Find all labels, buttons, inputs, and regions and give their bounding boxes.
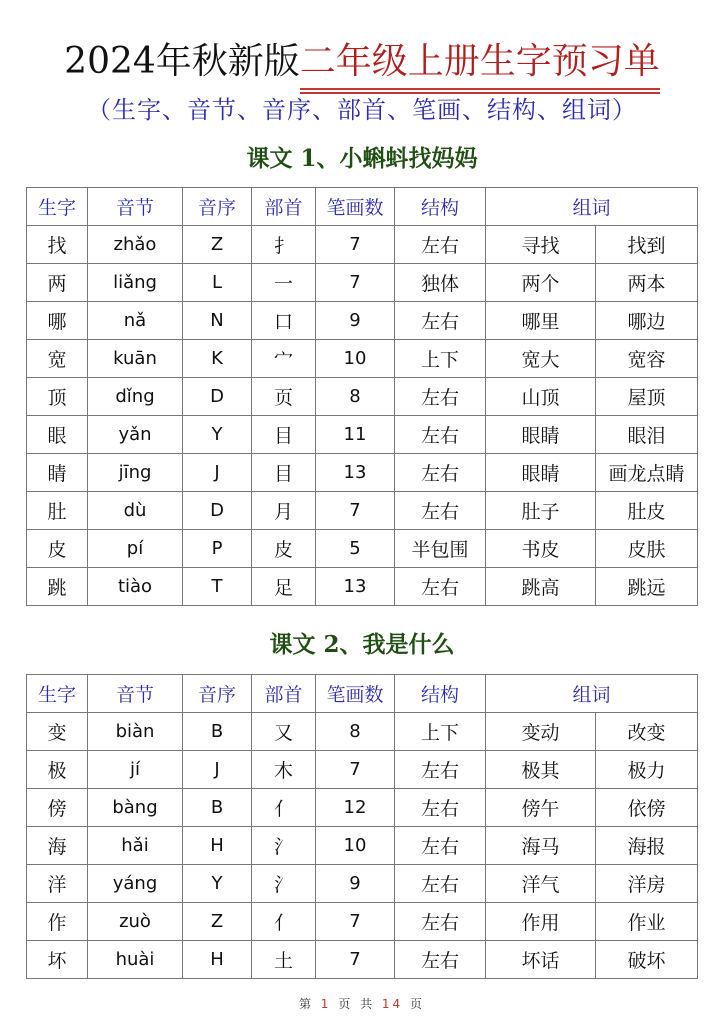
col-header-words: 组词 — [486, 675, 698, 713]
word-cell-1: 哪里 — [486, 302, 596, 340]
strokes-cell: 5 — [316, 530, 395, 568]
strokes-cell: 7 — [316, 492, 395, 530]
page-subtitle: （生字、音节、音序、部首、笔画、结构、组词） — [87, 96, 637, 124]
char-cell: 变 — [27, 713, 88, 751]
word-cell-2: 洋房 — [596, 865, 698, 903]
page-footer — [0, 995, 724, 1012]
pinyin-cell: nǎ — [88, 302, 183, 340]
word-cell-1: 寻找 — [486, 226, 596, 264]
word-cell-1: 跳高 — [486, 568, 596, 606]
initial-cell: Y — [183, 865, 252, 903]
lesson-2-rows — [27, 713, 698, 979]
strokes-cell: 12 — [316, 789, 395, 827]
pinyin-cell: hǎi — [88, 827, 183, 865]
strokes-cell: 13 — [316, 454, 395, 492]
initial-cell: K — [183, 340, 252, 378]
col-header-words: 组词 — [486, 188, 698, 226]
structure-cell: 左右 — [395, 865, 486, 903]
radical-cell: 目 — [252, 416, 316, 454]
table-header-row — [27, 188, 698, 226]
pinyin-cell: kuān — [88, 340, 183, 378]
pinyin-cell: zhǎo — [88, 226, 183, 264]
initial-cell: Z — [183, 903, 252, 941]
table-row — [27, 903, 698, 941]
table-row — [27, 378, 698, 416]
structure-cell: 左右 — [395, 903, 486, 941]
structure-cell: 左右 — [395, 454, 486, 492]
initial-cell: L — [183, 264, 252, 302]
pinyin-cell: bàng — [88, 789, 183, 827]
structure-cell: 左右 — [395, 789, 486, 827]
lesson-2-title: 课文 2、我是什么 — [269, 631, 455, 658]
table-row — [27, 530, 698, 568]
strokes-cell: 7 — [316, 941, 395, 979]
strokes-cell: 8 — [316, 378, 395, 416]
pinyin-cell: dǐng — [88, 378, 183, 416]
initial-cell: T — [183, 568, 252, 606]
strokes-cell: 8 — [316, 713, 395, 751]
initial-cell: J — [183, 454, 252, 492]
col-header-structure: 结构 — [395, 675, 486, 713]
char-cell: 洋 — [27, 865, 88, 903]
char-cell: 皮 — [27, 530, 88, 568]
col-header-char: 生字 — [27, 188, 88, 226]
table-row — [27, 454, 698, 492]
radical-cell: 土 — [252, 941, 316, 979]
initial-cell: J — [183, 751, 252, 789]
pinyin-cell: liǎng — [88, 264, 183, 302]
word-cell-1: 坏话 — [486, 941, 596, 979]
table-row — [27, 416, 698, 454]
initial-cell: N — [183, 302, 252, 340]
col-header-initial: 音序 — [183, 675, 252, 713]
radical-cell: 一 — [252, 264, 316, 302]
radical-cell: 宀 — [252, 340, 316, 378]
structure-cell: 左右 — [395, 378, 486, 416]
char-cell: 宽 — [27, 340, 88, 378]
table-row — [27, 827, 698, 865]
word-cell-2: 跳远 — [596, 568, 698, 606]
char-cell: 两 — [27, 264, 88, 302]
initial-cell: Z — [183, 226, 252, 264]
structure-cell: 左右 — [395, 416, 486, 454]
radical-cell: 木 — [252, 751, 316, 789]
word-cell-2: 作业 — [596, 903, 698, 941]
pinyin-cell: zuò — [88, 903, 183, 941]
pinyin-cell: pí — [88, 530, 183, 568]
word-cell-1: 傍午 — [486, 789, 596, 827]
char-cell: 极 — [27, 751, 88, 789]
word-cell-2: 极力 — [596, 751, 698, 789]
word-cell-1: 海马 — [486, 827, 596, 865]
word-cell-1: 两个 — [486, 264, 596, 302]
char-cell: 眼 — [27, 416, 88, 454]
table-row — [27, 751, 698, 789]
char-cell: 作 — [27, 903, 88, 941]
radical-cell: 氵 — [252, 865, 316, 903]
word-cell-1: 山顶 — [486, 378, 596, 416]
col-header-pinyin: 音节 — [88, 188, 183, 226]
strokes-cell: 7 — [316, 226, 395, 264]
footer-middle: 页 共 — [338, 997, 376, 1011]
col-header-char: 生字 — [27, 675, 88, 713]
char-cell: 肚 — [27, 492, 88, 530]
word-cell-2: 画龙点睛 — [596, 454, 698, 492]
lesson-2-table — [26, 674, 698, 979]
page-title — [0, 38, 724, 90]
table-row — [27, 789, 698, 827]
lesson-1-table — [26, 187, 698, 606]
char-cell: 顶 — [27, 378, 88, 416]
radical-cell: 足 — [252, 568, 316, 606]
strokes-cell: 7 — [316, 751, 395, 789]
col-header-structure: 结构 — [395, 188, 486, 226]
col-header-strokes: 笔画数 — [316, 188, 395, 226]
char-cell: 坏 — [27, 941, 88, 979]
table-header-row — [27, 675, 698, 713]
lesson-1-title: 课文 1、小蝌蚪找妈妈 — [246, 145, 478, 172]
char-cell: 哪 — [27, 302, 88, 340]
col-header-strokes: 笔画数 — [316, 675, 395, 713]
structure-cell: 左右 — [395, 941, 486, 979]
word-cell-2: 肚皮 — [596, 492, 698, 530]
word-cell-1: 变动 — [486, 713, 596, 751]
char-cell: 跳 — [27, 568, 88, 606]
pinyin-cell: jīng — [88, 454, 183, 492]
title-prefix: 2024年秋新版 — [64, 41, 300, 82]
pinyin-cell: dù — [88, 492, 183, 530]
structure-cell: 左右 — [395, 751, 486, 789]
table-row — [27, 226, 698, 264]
strokes-cell: 10 — [316, 827, 395, 865]
initial-cell: H — [183, 941, 252, 979]
initial-cell: B — [183, 713, 252, 751]
word-cell-2: 改变 — [596, 713, 698, 751]
word-cell-1: 肚子 — [486, 492, 596, 530]
radical-cell: 目 — [252, 454, 316, 492]
radical-cell: 亻 — [252, 903, 316, 941]
word-cell-2: 找到 — [596, 226, 698, 264]
pinyin-cell: biàn — [88, 713, 183, 751]
radical-cell: 亻 — [252, 789, 316, 827]
table-row — [27, 340, 698, 378]
radical-cell: 月 — [252, 492, 316, 530]
table-row — [27, 941, 698, 979]
structure-cell: 半包围 — [395, 530, 486, 568]
initial-cell: D — [183, 378, 252, 416]
pinyin-cell: yáng — [88, 865, 183, 903]
initial-cell: D — [183, 492, 252, 530]
char-cell: 睛 — [27, 454, 88, 492]
strokes-cell: 9 — [316, 865, 395, 903]
table-row — [27, 865, 698, 903]
structure-cell: 左右 — [395, 492, 486, 530]
current-page-number: 1 — [320, 997, 332, 1011]
word-cell-1: 眼睛 — [486, 416, 596, 454]
radical-cell: 皮 — [252, 530, 316, 568]
word-cell-2: 两本 — [596, 264, 698, 302]
structure-cell: 左右 — [395, 568, 486, 606]
word-cell-2: 破坏 — [596, 941, 698, 979]
table-row — [27, 302, 698, 340]
col-header-initial: 音序 — [183, 188, 252, 226]
char-cell: 找 — [27, 226, 88, 264]
word-cell-1: 作用 — [486, 903, 596, 941]
strokes-cell: 7 — [316, 903, 395, 941]
footer-suffix: 页 — [410, 997, 426, 1011]
pinyin-cell: tiào — [88, 568, 183, 606]
word-cell-2: 皮肤 — [596, 530, 698, 568]
pinyin-cell: yǎn — [88, 416, 183, 454]
title-main: 二年级上册生字预习单 — [300, 38, 660, 90]
col-header-radical: 部首 — [252, 188, 316, 226]
word-cell-1: 书皮 — [486, 530, 596, 568]
strokes-cell: 10 — [316, 340, 395, 378]
lesson-1-rows — [27, 226, 698, 606]
table-row — [27, 264, 698, 302]
word-cell-2: 眼泪 — [596, 416, 698, 454]
word-cell-2: 屋顶 — [596, 378, 698, 416]
word-cell-2: 依傍 — [596, 789, 698, 827]
table-row — [27, 713, 698, 751]
strokes-cell: 11 — [316, 416, 395, 454]
col-header-pinyin: 音节 — [88, 675, 183, 713]
radical-cell: 扌 — [252, 226, 316, 264]
initial-cell: Y — [183, 416, 252, 454]
char-cell: 海 — [27, 827, 88, 865]
table-row — [27, 492, 698, 530]
word-cell-1: 宽大 — [486, 340, 596, 378]
col-header-radical: 部首 — [252, 675, 316, 713]
word-cell-1: 眼睛 — [486, 454, 596, 492]
word-cell-1: 洋气 — [486, 865, 596, 903]
char-cell: 傍 — [27, 789, 88, 827]
word-cell-2: 宽容 — [596, 340, 698, 378]
initial-cell: H — [183, 827, 252, 865]
initial-cell: P — [183, 530, 252, 568]
strokes-cell: 13 — [316, 568, 395, 606]
word-cell-1: 极其 — [486, 751, 596, 789]
word-cell-2: 哪边 — [596, 302, 698, 340]
structure-cell: 独体 — [395, 264, 486, 302]
table-row — [27, 568, 698, 606]
total-pages-number: 14 — [381, 997, 404, 1011]
structure-cell: 左右 — [395, 226, 486, 264]
structure-cell: 左右 — [395, 302, 486, 340]
structure-cell: 上下 — [395, 713, 486, 751]
radical-cell: 页 — [252, 378, 316, 416]
strokes-cell: 7 — [316, 264, 395, 302]
strokes-cell: 9 — [316, 302, 395, 340]
footer-prefix: 第 — [298, 997, 314, 1011]
structure-cell: 左右 — [395, 827, 486, 865]
pinyin-cell: huài — [88, 941, 183, 979]
initial-cell: B — [183, 789, 252, 827]
radical-cell: 口 — [252, 302, 316, 340]
radical-cell: 又 — [252, 713, 316, 751]
structure-cell: 上下 — [395, 340, 486, 378]
word-cell-2: 海报 — [596, 827, 698, 865]
radical-cell: 氵 — [252, 827, 316, 865]
pinyin-cell: jí — [88, 751, 183, 789]
